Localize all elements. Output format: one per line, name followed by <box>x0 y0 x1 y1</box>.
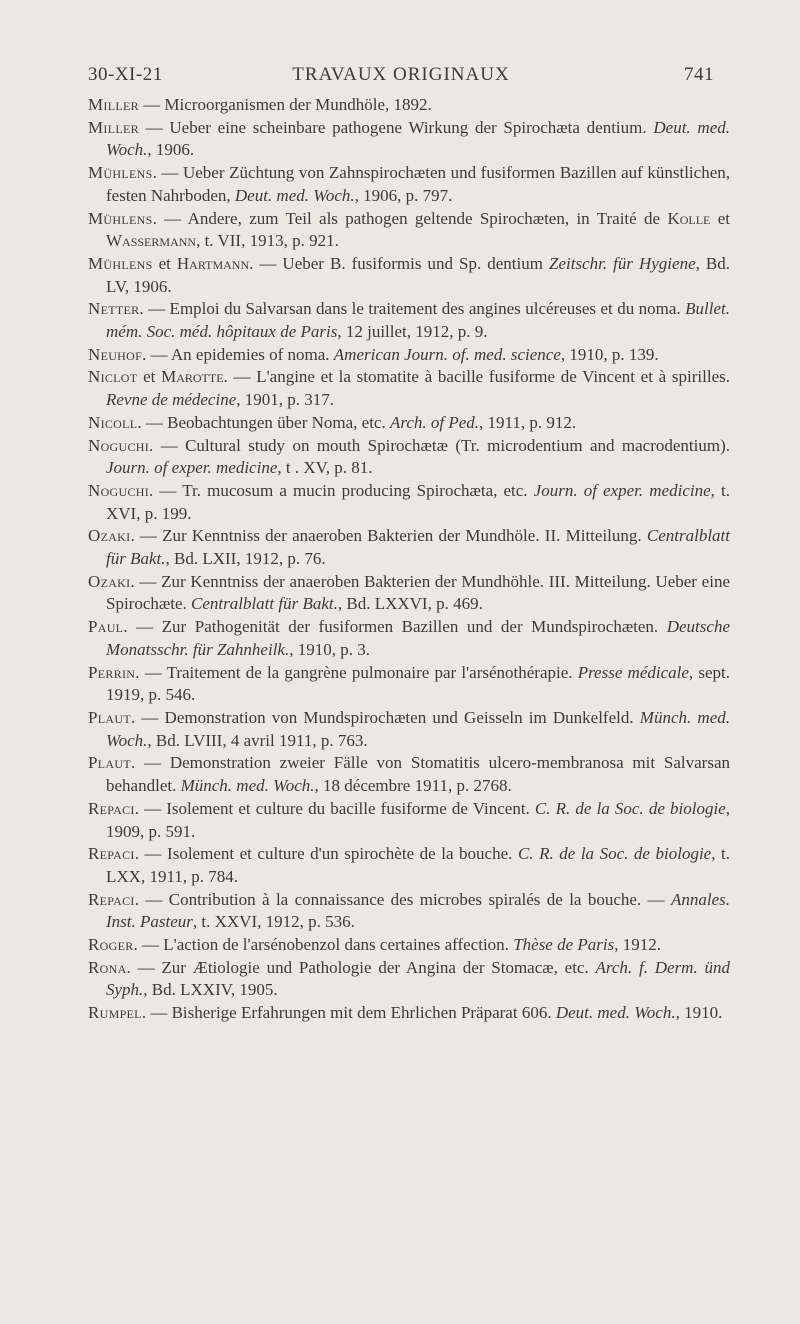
reference-entry <box>88 957 730 1002</box>
reference-author: Miller <box>88 117 139 137</box>
reference-journal: American Journ. of. med. science <box>333 344 561 364</box>
reference-journal: Zeitschr. für Hygiene <box>549 253 696 273</box>
reference-author: Plaut <box>88 707 131 727</box>
reference-details: , t . XV, p. 81. <box>277 458 373 478</box>
reference-author: Neuhof <box>88 344 143 364</box>
reference-author: Noguchi <box>88 480 150 500</box>
reference-details: , t. VII, 1913, p. 921. <box>196 231 339 251</box>
reference-details: , sept. 1919, p. 546. <box>106 662 730 705</box>
reference-entry <box>88 253 730 298</box>
reference-text: — Microorganismen der Mundhöle, 1892. <box>138 95 432 114</box>
reference-journal: Revne de médecine <box>106 390 237 410</box>
reference-text: . — Tr. mucosum a mucin producing Spirochæta, etc. <box>149 480 534 500</box>
reference-author: Plaut <box>88 753 131 773</box>
reference-text: . — Andere, zum Teil als pathogen geltende Spirochæten, in Traité de <box>152 208 668 228</box>
reference-text: . — Traitement de la gangrène pulmonaire par l'arsénothérapie. <box>135 662 578 682</box>
reference-author: Perrin <box>88 662 136 682</box>
reference-text: . — Zur Ætiologie und Pathologie der Angina der Stomacæ, etc. <box>126 957 596 977</box>
reference-journal: Centralblatt für Bakt. <box>106 526 730 569</box>
reference-details: , 1910, p. 139. <box>560 344 659 364</box>
reference-details: , 1910. <box>675 1003 723 1023</box>
reference-text: . — An epidemies of noma. <box>142 344 334 364</box>
reference-journal: C. R. de la Soc. de biologie <box>534 798 726 818</box>
reference-author: Paul <box>88 617 124 637</box>
reference-details: , 18 décembre 1911, p. 2768. <box>314 776 512 796</box>
reference-details: , 1912. <box>614 935 661 955</box>
reference-text: . — Zur Kenntniss der anaeroben Bakterien der Mundhöle. II. Mitteilung. <box>130 526 647 546</box>
reference-journal: C. R. de la Soc. de biologie <box>517 844 712 864</box>
running-header <box>88 64 714 88</box>
reference-connector: et <box>152 253 177 273</box>
reference-coauthor: Hartmann <box>176 253 250 273</box>
reference-details: , 1910, p. 3. <box>289 639 370 659</box>
reference-author: Niclot <box>88 367 138 387</box>
reference-author: Noguchi <box>88 435 150 455</box>
reference-entry <box>88 208 730 253</box>
reference-journal: Thèse de Paris <box>513 935 615 955</box>
reference-journal: Deut. med. Woch. <box>234 185 355 205</box>
reference-entry <box>88 298 730 343</box>
reference-entry <box>88 117 730 162</box>
reference-connector: et <box>710 208 730 228</box>
reference-details: , Bd. LVIII, 4 avril 1911, p. 763. <box>147 730 368 750</box>
reference-journal: Journ. of exper. medicine <box>533 480 711 500</box>
reference-text: . — Emploi du Salvarsan dans le traitement des angines ulcéreuses et du noma. <box>139 299 686 319</box>
reference-author: Mühlens <box>88 208 153 228</box>
reference-journal: Deut. med. Woch. <box>106 117 730 160</box>
reference-journal: Presse médicale <box>577 662 689 682</box>
reference-details: , t. XXVI, 1912, p. 536. <box>192 912 355 932</box>
reference-author: Ozaki <box>88 571 131 591</box>
reference-text: . — Demonstration von Mundspirochæten und Geisseln im Dunkelfeld. <box>130 707 640 727</box>
reference-entry <box>88 1002 730 1025</box>
reference-author: Repaci <box>88 889 135 909</box>
reference-connector: et <box>137 367 162 387</box>
reference-details: , 12 juillet, 1912, p. 9. <box>337 322 488 342</box>
reference-text: . — Cultural study on mouth Spirochætæ (Tr. microdentium and macrodentium). <box>149 435 730 455</box>
reference-author: Mühlens <box>88 253 153 273</box>
reference-author: Mühlens <box>88 163 153 183</box>
reference-details: , t. LXX, 1911, p. 784. <box>106 844 730 886</box>
reference-text: . — L'action de l'arsénobenzol dans certaines affection. <box>133 935 514 955</box>
reference-details: , 1909, p. 591. <box>106 798 730 841</box>
reference-author: Ozaki <box>88 526 131 546</box>
reference-entry <box>88 525 730 570</box>
reference-details: , Bd. LXXVI, p. 469. <box>337 594 483 614</box>
reference-text: . — Zur Pathogenität der fusiformen Bazillen und der Mundspirochæten. <box>123 617 667 637</box>
reference-entry <box>88 571 730 616</box>
reference-entry <box>88 412 730 435</box>
header-title: TRAVAUX ORIGINAUX <box>292 64 510 85</box>
reference-details: , 1906, p. 797. <box>354 185 453 205</box>
reference-entry <box>88 94 730 117</box>
reference-journal: Münch. med. Woch. <box>180 776 315 796</box>
reference-details: , Bd. LXII, 1912, p. 76. <box>165 549 326 569</box>
reference-journal: Arch. of Ped. <box>389 412 480 432</box>
reference-journal: Bullet. mém. Soc. méd. hôpitaux de Paris <box>106 299 730 342</box>
reference-entry <box>88 798 730 843</box>
reference-text: . — Bisherige Erfahrungen mit dem Ehrlichen Präparat 606. <box>141 1003 556 1023</box>
reference-entry <box>88 616 730 661</box>
reference-coauthor: Marotte <box>161 367 224 387</box>
reference-details: , Bd. LV, 1906. <box>106 253 730 296</box>
reference-entry <box>88 707 730 752</box>
reference-author: Miller <box>88 95 139 114</box>
reference-author: Nicoll <box>88 412 138 432</box>
reference-journal: Deut. med. Woch. <box>555 1003 676 1023</box>
reference-entry <box>88 162 730 207</box>
reference-details: , 1906. <box>147 140 195 160</box>
bibliography-list <box>88 94 730 1025</box>
reference-text: . — Isolement et culture du bacille fusiforme de Vincent. <box>134 798 535 818</box>
reference-details: , 1911, p. 912. <box>479 412 577 432</box>
reference-details: , Bd. LXXIV, 1905. <box>143 980 278 1000</box>
reference-coauthor: Kolle <box>667 208 711 228</box>
reference-text: — Ueber eine scheinbare pathogene Wirkung der Spirochæta dentium. <box>138 117 654 137</box>
reference-journal: Centralblatt für Bakt. <box>191 594 338 614</box>
reference-text: . — Zur Kenntniss der anaeroben Bakterien der Mundhöhle. III. Mitteilung. Ueber eine Spirochæte. <box>106 571 730 614</box>
reference-text: . — L'angine et la stomatite à bacille fusiforme de Vincent et à spirilles. <box>223 367 730 387</box>
reference-coauthor: Wassermann <box>106 231 197 251</box>
reference-author: Rona <box>88 957 127 977</box>
reference-entry <box>88 435 730 480</box>
reference-author: Repaci <box>88 798 135 818</box>
reference-text: . — Beobachtungen über Noma, etc. <box>137 412 390 432</box>
reference-entry <box>88 934 730 957</box>
reference-entry <box>88 843 730 888</box>
reference-entry <box>88 366 730 411</box>
reference-text: . — Demonstration zweier Fälle von Stomatitis ulcero-membranosa mit Salvarsan behandlet. <box>106 753 730 796</box>
reference-author: Roger <box>88 935 134 955</box>
reference-entry <box>88 889 730 934</box>
reference-journal: Deutsche Monatsschr. für Zahnheilk. <box>106 617 730 659</box>
reference-journal: Annales. Inst. Pasteur <box>106 889 730 932</box>
reference-text: . — Ueber Züchtung von Zahnspirochæten und fusiformen Bazillen auf künstlichen, festen Nahrboden, <box>106 163 730 205</box>
reference-journal: Münch. med. Woch. <box>106 707 730 750</box>
header-date: 30-XI-21 <box>88 64 163 85</box>
reference-entry <box>88 344 730 367</box>
reference-author: Rumpel <box>88 1003 142 1023</box>
reference-journal: Journ. of exper. medicine <box>106 458 278 478</box>
reference-entry <box>88 662 730 707</box>
page-number: 741 <box>684 64 714 85</box>
reference-author: Repaci <box>88 844 135 864</box>
reference-author: Netter <box>88 299 140 319</box>
reference-details: , 1901, p. 317. <box>236 390 334 410</box>
reference-entry <box>88 480 730 525</box>
reference-details: , t. XVI, p. 199. <box>106 480 730 523</box>
reference-text: . — Contribution à la connaissance des microbes spiralés de la bouche. — <box>134 889 671 909</box>
reference-text: . — Ueber B. fusiformis und Sp. dentium <box>249 253 549 273</box>
reference-journal: Arch. f. Derm. ünd Syph. <box>106 957 730 1000</box>
reference-text: . — Isolement et culture d'un spirochète de la bouche. <box>134 844 518 864</box>
reference-entry <box>88 752 730 797</box>
